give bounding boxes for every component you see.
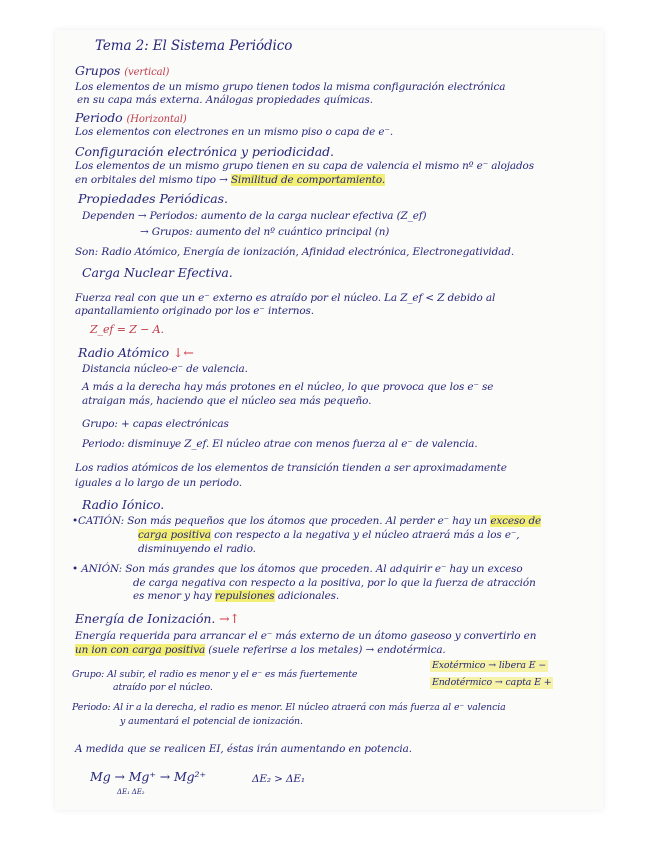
grupos-line-2: en su capa más externa. Análogas propiedades químicas. <box>77 94 373 106</box>
carga-heading: Carga Nuclear Efectiva. <box>82 265 233 280</box>
exotermico-note: Exotérmico → libera E − <box>432 660 547 671</box>
radio-periodo: Periodo: disminuye Z_ef. El núcleo atrae con menos fuerza al e⁻ de valencia. <box>82 438 478 450</box>
carga-line-1: Fuerza real con que un e⁻ externo es atraído por el núcleo. La Z_ef < Z debido al <box>75 292 496 304</box>
cation-line-1: •CATIÓN: Son más pequeños que los átomos que proceden. Al perder e⁻ hay un exceso de <box>72 515 542 527</box>
periodo-heading: Periodo (Horizontal) <box>75 110 187 125</box>
anion-line-2: de carga negativa con respecto a la positiva, por lo que la fuerza de atracción <box>133 577 536 589</box>
mg-subscripts: ΔE₁ ΔE₂ <box>117 788 145 796</box>
radio-line-3: atraigan más, haciendo que el núcleo sea más pequeño. <box>82 395 372 407</box>
energia-periodo-line-1: Periodo: Al ir a la derecha, el radio es menor. El núcleo atraerá con más fuerza al e⁻ valencia <box>72 702 506 713</box>
grupos-line-1: Los elementos de un mismo grupo tienen todos la misma configuración electrónica <box>75 81 506 93</box>
radio-grupo: Grupo: + capas electrónicas <box>82 418 229 430</box>
config-line-1: Los elementos de un mismo grupo tienen en su capa de valencia el mismo nº e⁻ alojados <box>75 160 534 172</box>
anion-line-3: es menor y hay repulsiones adicionales. <box>133 590 340 602</box>
mg-inequality: ΔE₂ > ΔE₁ <box>252 773 305 785</box>
energia-line-2: un ion con carga positiva (suele referirse a los metales) → endotérmica. <box>75 644 446 656</box>
anion-label: • ANIÓN: <box>72 563 123 575</box>
grupos-note: (vertical) <box>124 67 170 78</box>
radio-line-2: A más a la derecha hay más protones en el núcleo, lo que provoca que los e⁻ se <box>82 381 494 393</box>
endotermico-note: Endotérmico → capta E + <box>432 677 552 688</box>
radio-line-1: Distancia núcleo-e⁻ de valencia. <box>82 363 248 375</box>
prop-line-1: Dependen → Periodos: aumento de la carga nuclear efectiva (Z_ef) <box>82 210 427 222</box>
cation-line-2: carga positiva con respecto a la negativa y el núcleo atraerá más a los e⁻, <box>138 529 520 541</box>
energia-arrows-icon: →↑ <box>219 611 240 626</box>
radio-line-5: iguales a lo largo de un periodo. <box>75 477 242 489</box>
carga-line-2: apantallamiento originado por los e⁻ internos. <box>75 305 314 317</box>
config-line-2: en orbitales del mismo tipo → Similitud de comportamiento. <box>75 174 386 186</box>
periodo-line-1: Los elementos con electrones en un mismo piso o capa de e⁻. <box>75 126 394 138</box>
cation-label: •CATIÓN: <box>72 515 124 527</box>
config-highlight: Similitud de comportamiento. <box>230 174 386 186</box>
prop-heading: Propiedades Periódicas. <box>78 191 228 206</box>
cation-line-3: disminuyendo el radio. <box>138 543 256 555</box>
config-heading: Configuración electrónica y periodicidad. <box>75 144 334 159</box>
energia-line-1: Energía requerida para arrancar el e⁻ más externo de un átomo gaseoso y convertirlo en <box>75 630 537 642</box>
page-title: Tema 2: El Sistema Periódico <box>95 38 293 54</box>
prop-son: Son: Radio Atómico, Energía de ionización, Afinidad electrónica, Electronegatividad. <box>75 246 515 258</box>
energia-heading: Energía de Ionización. →↑ <box>75 611 240 626</box>
mg-equation: Mg → Mg⁺ → Mg²⁺ <box>90 769 206 784</box>
periodo-note: (Horizontal) <box>126 114 187 125</box>
radio-line-4: Los radios atómicos de los elementos de transición tienden a ser aproximadamente <box>75 462 507 474</box>
carga-formula: Z_ef = Z − A. <box>90 323 164 336</box>
radio-arrows-icon: ↓← <box>172 345 194 360</box>
energia-periodo-line-2: y aumentará el potencial de ionización. <box>120 716 303 727</box>
energia-grupo-line-1: Grupo: Al subir, el radio es menor y el e⁻ es más fuertemente <box>72 669 358 680</box>
radio-heading: Radio Atómico ↓← <box>78 345 194 360</box>
prop-line-2: → Grupos: aumento del nº cuántico principal (n) <box>140 226 390 238</box>
energia-grupo-line-2: atraído por el núcleo. <box>113 682 213 693</box>
energia-line-3: A medida que se realicen EI, éstas irán aumentando en potencia. <box>75 743 412 755</box>
ionico-heading: Radio Iónico. <box>82 497 165 512</box>
anion-line-1: • ANIÓN: Son más grandes que los átomos que proceden. Al adquirir e⁻ hay un exceso <box>72 563 523 575</box>
grupos-heading: Grupos (vertical) <box>75 63 170 78</box>
